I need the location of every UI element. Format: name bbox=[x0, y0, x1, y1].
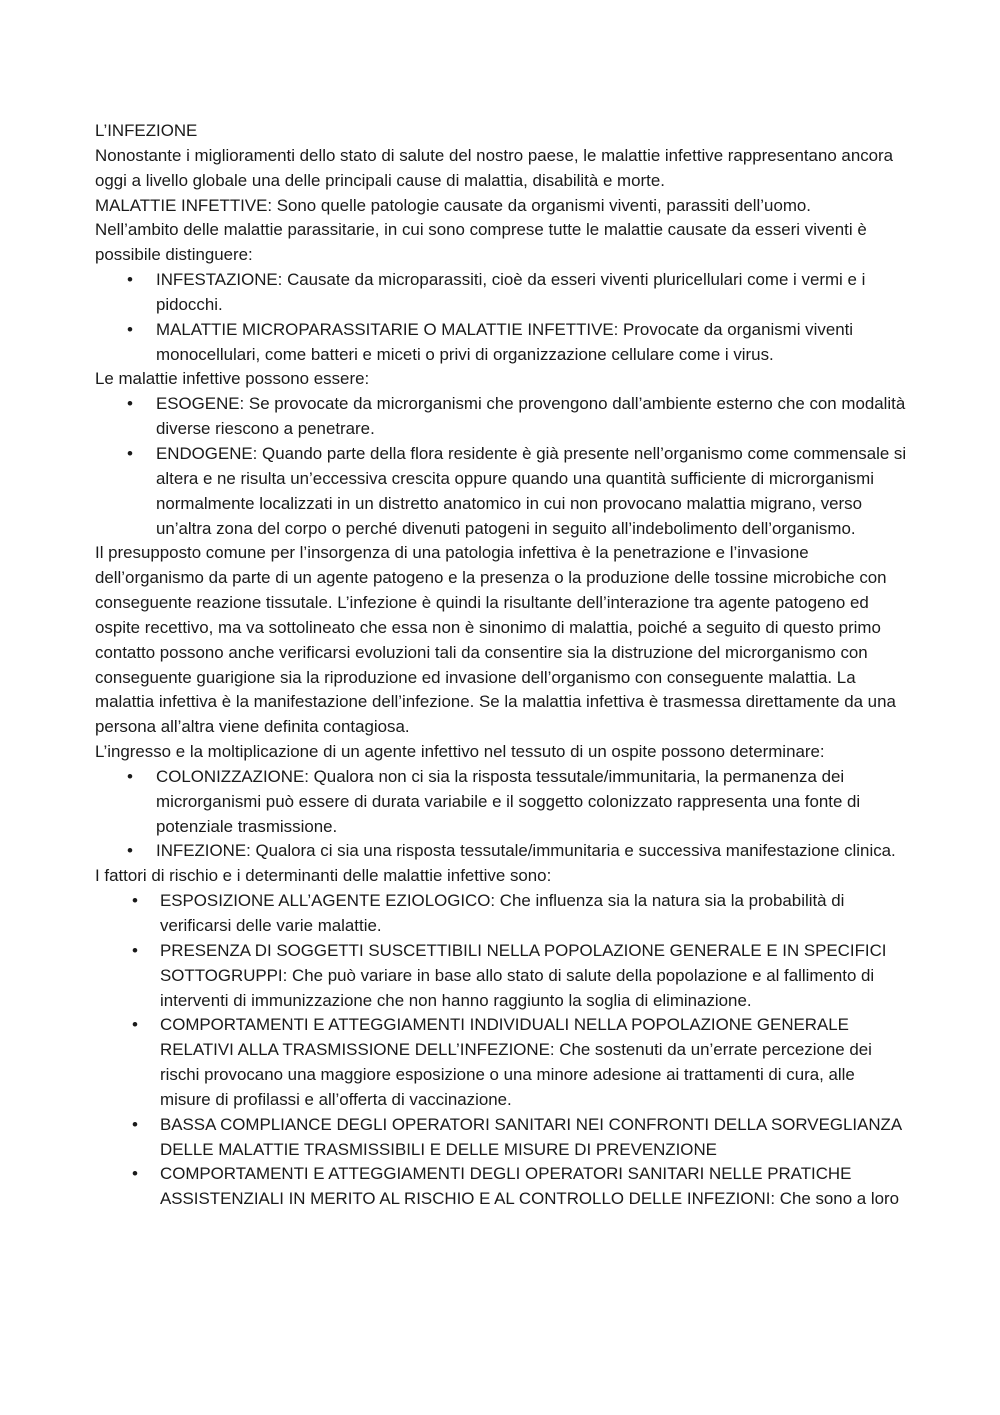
list-item bbox=[95, 392, 910, 442]
list-item bbox=[95, 442, 910, 541]
list-item bbox=[95, 1013, 910, 1112]
risk-list bbox=[95, 889, 910, 1212]
entry-intro: L’ingresso e la moltiplicazione di un agente infettivo nel tessuto di un ospite possono determinare: bbox=[95, 742, 825, 762]
bullet-icon: • bbox=[127, 319, 133, 339]
list-item-text: BASSA COMPLIANCE DEGLI OPERATORI SANITARI NEI CONFRONTI DELLA SORVEGLIANZA DELLE MALATTIE TRASMISSIBILI E DELLE MISURE DI PREVENZIONE bbox=[160, 1114, 902, 1159]
bullet-icon: • bbox=[127, 841, 133, 861]
body-paragraph: Il presupposto comune per l’insorgenza di una patologia infettiva è la penetrazione e l’invasione dell’organismo da parte di un agente patogeno e la presenza o la produzione delle tossine microbiche con conseguente reazione tissutale. L’infezione è quindi la risultante dell’interazione tra agente patogeno ed ospite recettivo, ma va sottolineato che essa non è sinonimo di malattia, poiché a seguito di questo primo contatto possono anche verificarsi evoluzioni tali da consentire sia la distruzione del microrganismo con conseguente guarigione sia la riproduzione ed invasione dell’organismo con conseguente malattia. La malattia infettiva è la manifestazione dell’infezione. Se la malattia infettiva è trasmessa direttamente da una persona all’altra viene definita contagiosa. bbox=[95, 543, 896, 737]
bullet-icon: • bbox=[127, 270, 133, 290]
list-item-text: PRESENZA DI SOGGETTI SUSCETTIBILI NELLA POPOLAZIONE GENERALE E IN SPECIFICI SOTTOGRUPPI: Che può variare in base allo stato di salute della popolazione e al fallimento di interventi di immunizzazione che non hanno raggiunto la soglia di eliminazione. bbox=[160, 940, 887, 1010]
document-page bbox=[95, 119, 910, 1212]
list-item-text: ESOGENE: Se provocate da microrganismi che provengono dall’ambiente esterno che con modalità diverse riescono a penetrare. bbox=[156, 394, 906, 439]
list-item-text: COMPORTAMENTI E ATTEGGIAMENTI DEGLI OPERATORI SANITARI NELLE PRATICHE ASSISTENZIALI IN MERITO AL RISCHIO E AL CONTROLLO DELLE INFEZIONI: Che sono a loro bbox=[160, 1164, 900, 1209]
list-item bbox=[95, 1162, 910, 1212]
document-title: L’INFEZIONE bbox=[95, 121, 198, 140]
origin-intro: Le malattie infettive possono essere: bbox=[95, 369, 370, 389]
list-item-text: MALATTIE MICROPARASSITARIE O MALATTIE INFETTIVE: Provocate da organismi viventi monocellulari, come batteri e miceti o privi di organizzazione cellulare come i virus. bbox=[156, 319, 854, 364]
risk-intro: I fattori di rischio e i determinanti delle malattie infettive sono: bbox=[95, 866, 552, 886]
definition-paragraph: MALATTIE INFETTIVE: Sono quelle patologie causate da organismi viventi, parassiti dell’uomo. bbox=[95, 195, 811, 215]
list-item-text: INFEZIONE: Qualora ci sia una risposta tessutale/immunitaria e successiva manifestazione clinica. bbox=[156, 841, 896, 861]
list-item bbox=[95, 765, 910, 840]
bullet-icon: • bbox=[127, 394, 133, 414]
bullet-icon: • bbox=[127, 443, 133, 463]
list-item bbox=[95, 1113, 910, 1163]
parasitic-list bbox=[95, 268, 910, 367]
origin-list bbox=[95, 392, 910, 541]
entry-list bbox=[95, 765, 910, 864]
bullet-icon: • bbox=[132, 940, 138, 960]
parasitic-intro: Nell’ambito delle malattie parassitarie, in cui sono comprese tutte le malattie causate da esseri viventi è possibile distinguere: bbox=[95, 220, 867, 265]
list-item-text: COLONIZZAZIONE: Qualora non ci sia la risposta tessutale/immunitaria, la permanenza dei microrganismi può essere di durata variabile e il soggetto colonizzato rappresenta una fonte di potenziale trasmissione. bbox=[156, 766, 861, 836]
bullet-icon: • bbox=[132, 1164, 138, 1184]
list-item bbox=[95, 839, 910, 864]
list-item bbox=[95, 889, 910, 939]
list-item-text: INFESTAZIONE: Causate da microparassiti, cioè da esseri viventi pluricellulari come i vermi e i pidocchi. bbox=[156, 270, 866, 314]
list-item-text: ESPOSIZIONE ALL’AGENTE EZIOLOGICO: Che influenza sia la natura sia la probabilità di verificarsi delle varie malattie. bbox=[160, 891, 845, 935]
list-item-text: ENDOGENE: Quando parte della flora residente è già presente nell’organismo come commensale si altera e ne risulta un’eccessiva crescita oppure quando una quantità sufficiente di microrganismi normalmente localizzati in un distretto anatomico in cui non provocano malattia migrano, verso un’altra zona del corpo o perché divenuti patogeni in seguito all’indebolimento dell’organismo. bbox=[156, 443, 907, 538]
list-item bbox=[95, 939, 910, 1014]
bullet-icon: • bbox=[132, 1015, 138, 1035]
bullet-icon: • bbox=[132, 1114, 138, 1134]
bullet-icon: • bbox=[132, 891, 138, 911]
list-item bbox=[95, 268, 910, 318]
list-item bbox=[95, 318, 910, 368]
intro-paragraph: Nonostante i miglioramenti dello stato di salute del nostro paese, le malattie infettive rappresentano ancora oggi a livello globale una delle principali cause di malattia, disabilità e morte. bbox=[95, 145, 894, 190]
bullet-icon: • bbox=[127, 766, 133, 786]
list-item-text: COMPORTAMENTI E ATTEGGIAMENTI INDIVIDUALI NELLA POPOLAZIONE GENERALE RELATIVI ALLA TRASMISSIONE DELL’INFEZIONE: Che sostenuti da un’errate percezione dei rischi provocano una maggiore esposizione o una minore adesione ai trattamenti di cura, alle misure di profilassi e all’offerta di vaccinazione. bbox=[160, 1015, 872, 1109]
